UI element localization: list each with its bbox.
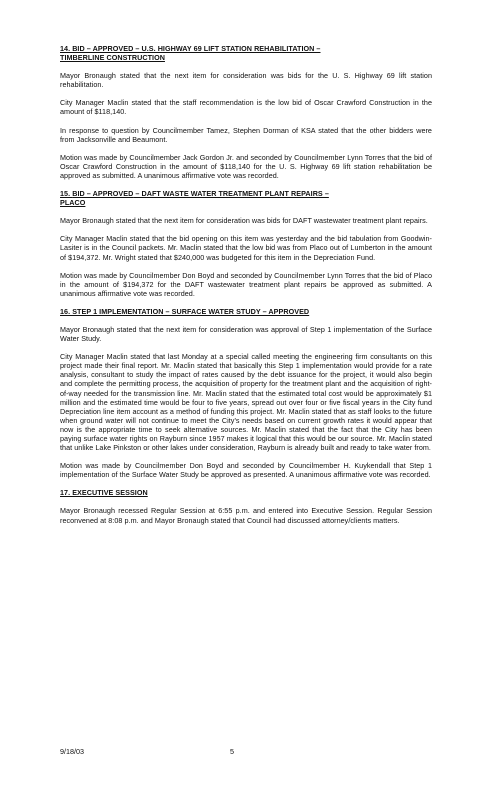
section-16-heading: 16. STEP 1 IMPLEMENTATION – SURFACE WATER STUDY – APPROVED [60, 306, 310, 316]
section-17-heading: 17. EXECUTIVE SESSION [60, 488, 148, 498]
section-14-heading-line2: TIMBERLINE CONSTRUCTION [60, 53, 165, 63]
section-14-paragraph: Mayor Bronaugh stated that the next item for consideration was bids for the U. S. Highway 69 lift station rehabilitation. [60, 71, 432, 90]
document-body [60, 44, 432, 534]
section-16-paragraph: City Manager Maclin stated that last Monday at a special called meeting the engineering firm consultants on this project made their final report. Mr. Maclin stated that basically this Step 1 implementation would provide for a rate analysis, consultant to study the impact of rates caused by the debt issuance for the project, it would also begin and complete the permitting process, the acquisition of property for the treatment plant and the acquisition of right-of-way needed for the transmission line. Mr. Maclin stated that the estimated total cost would be approximately $1 million and the estimated time would be four to five years, spread out over four or five fiscal years in the City fund Depreciation line item account as a method of funding this project. Mr. Maclin stated that as staff looks to the future when ground water will not continue to meet the City's needs based on current growth rates it would appear that now is the appropriate time to seek alternative sources. Mr. Maclin stated that the fact that the City has been paying surface water rights on Rayburn since 1957 makes it logical that this would be our source. Mr. Maclin stated that unlike Lake Pinkston or other lakes under consideration, Rayburn is already built and ready to take water from. [60, 352, 432, 453]
section-15-heading-line1 [60, 189, 432, 198]
section-15-paragraph: City Manager Maclin stated that the bid opening on this item was yesterday and the bid tabulation from Goodwin-Lasiter is in the Council packets. Mr. Maclin stated that the low bid was from Placo out of Lumberton in the amount of $194,372. Mr. Wright stated that $240,000 was budgeted for this item in the Depreciation Fund. [60, 234, 432, 262]
section-15-heading-part-a: BID – APPROVED [72, 189, 134, 199]
section-16-paragraph: Motion was made by Councilmember Don Boyd and seconded by Councilmember H. Kuykendall that Step 1 implementation of the Surface Water Study be approved as presented. A unanimous affirmative vote was recorded. [60, 461, 432, 480]
section-15-heading [60, 189, 432, 207]
section-14-paragraph: In response to question by Councilmember Tamez, Stephen Dorman of KSA stated that the other bidders were from Jacksonville and Beaumont. [60, 125, 432, 144]
section-15-paragraph: Motion was made by Councilmember Don Boyd and seconded by Councilmember Lynn Torres that the bid of Placo in the amount of $194,372 for the DAFT wastewater treatment plant repairs be approved as submitted. A unanimous affirmative vote was recorded. [60, 270, 432, 298]
section-15-heading-line2: PLACO [60, 198, 86, 208]
section-14-paragraph: Motion was made by Councilmember Jack Gordon Jr. and seconded by Councilmember Lynn Torres that the bid of Oscar Crawford Construction in the amount of $118,140 for the U. S. Highway 69 lift station rehabilitation be approved as submitted. A unanimous affirmative vote was recorded. [60, 152, 432, 180]
footer-page-number: 5 [230, 747, 234, 756]
section-15-heading-separator: – [133, 189, 142, 199]
section-15-heading-part-b: DAFT WASTE WATER TREATMENT PLANT REPAIRS – [141, 189, 329, 199]
section-15-heading-number: 15. [60, 189, 73, 199]
section-16-paragraph: Mayor Bronaugh stated that the next item for consideration was approval of Step 1 implementation of the Surface Water Study. [60, 324, 432, 344]
section-17-paragraph: Mayor Bronaugh recessed Regular Session at 6:55 p.m. and entered into Executive Session. Regular Session reconvened at 8:08 p.m. and Mayor Bronaugh stated that Council had discussed attorney/clients matters. [60, 506, 432, 525]
section-14-heading-line1: 14. BID – APPROVED – U.S. HIGHWAY 69 LIFT STATION REHABILITATION – [60, 44, 321, 53]
footer-date: 9/18/03 [60, 747, 84, 756]
section-15-paragraph: Mayor Bronaugh stated that the next item for consideration was bids for DAFT wastewater treatment plant repairs. [60, 216, 428, 226]
section-14-heading [60, 44, 432, 62]
section-14-paragraph: City Manager Maclin stated that the staff recommendation is the low bid of Oscar Crawford Construction in the amount of $118,140. [60, 98, 432, 117]
